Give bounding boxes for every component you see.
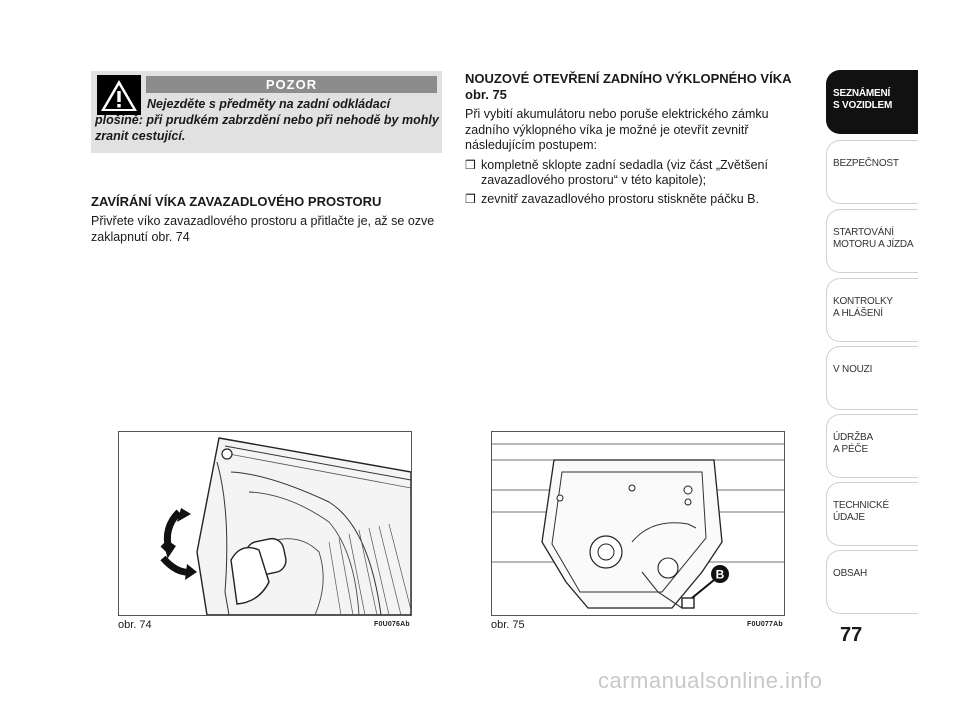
emergency-section — [465, 71, 795, 210]
emergency-heading — [465, 71, 795, 103]
warning-box — [91, 71, 442, 153]
list-item-text: zevnitř zavazadlového prostoru stiskněte páčku B. — [481, 191, 759, 206]
sidebar-tab-v-nouzi[interactable] — [826, 346, 918, 410]
closing-section — [91, 194, 443, 245]
sidebar-tab-label: V NOUZI — [833, 364, 873, 375]
figure-74-caption: obr. 74 — [118, 619, 152, 631]
emergency-heading-text: NOUZOVÉ OTEVŘENÍ ZADNÍHO VÝKLOPNÉHO VÍKA — [465, 71, 791, 86]
list-item — [465, 192, 795, 208]
emergency-heading-ref: obr. 75 — [465, 87, 507, 102]
figure-75-caption: obr. 75 — [491, 619, 525, 631]
sidebar-tab-label: SEZNÁMENÍ S VOZIDLEM — [833, 88, 893, 111]
closing-heading: ZAVÍRÁNÍ VÍKA ZAVAZADLOVÉHO PROSTORU — [91, 194, 382, 209]
tailgate-closing-drawing — [119, 432, 411, 615]
closing-text: Přivřete víko zavazadlového prostoru a přitlačte je, až se ozve zaklapnutí obr. 74 — [91, 214, 435, 244]
watermark: carmanualsonline.info — [598, 668, 823, 693]
emergency-steps — [465, 158, 795, 208]
list-item — [465, 158, 795, 189]
sidebar-tab-label: BEZPEČNOST — [833, 158, 899, 169]
page-number: 77 — [840, 624, 863, 646]
list-item-text: kompletně sklopte zadní sedadla (viz část „Zvětšení zavazadlového prostoru“ v této kapitole); — [481, 157, 768, 187]
sidebar-tab-obsah[interactable] — [826, 550, 918, 614]
emergency-text: Při vybití akumulátoru nebo poruše elektrického zámku zadního výklopného víka je možné je otevřít zevnitř následujícím postupem: — [465, 107, 769, 152]
figure-74-illustration — [118, 431, 412, 616]
sidebar-tab-kontrolky[interactable] — [826, 278, 918, 342]
callout-b-label: B — [715, 567, 725, 582]
figure-75-illustration — [491, 431, 785, 616]
figure-74-code: F0U076Ab — [374, 621, 410, 628]
lock-lever-drawing — [492, 432, 784, 615]
figure-75-code: F0U077Ab — [747, 621, 783, 628]
checkbox-bullet-icon: ❒ — [465, 191, 476, 206]
sidebar-tab-seznameni[interactable] — [826, 70, 918, 134]
sidebar-tab-label: STARTOVÁNÍ MOTORU A JÍZDA — [833, 227, 914, 250]
sidebar-tab-label: ÚDRŽBA A PÉČE — [833, 432, 873, 455]
sidebar-tab-bezpecnost[interactable] — [826, 140, 918, 204]
sidebar-tab-label: TECHNICKÉ ÚDAJE — [833, 500, 889, 523]
sidebar-tab-udrzba[interactable] — [826, 414, 918, 478]
warning-title: POZOR — [146, 76, 437, 93]
sidebar-tab-label: KONTROLKY A HLÁŠENÍ — [833, 296, 893, 319]
sidebar-tab-startovani[interactable] — [826, 209, 918, 273]
checkbox-bullet-icon: ❒ — [465, 157, 476, 172]
sidebar-tab-technicke[interactable] — [826, 482, 918, 546]
sidebar-tab-label: OBSAH — [833, 568, 868, 579]
warning-text: Nejezděte s předměty na zadní odkládací plošině: při prudkém zabrzdění nebo při nehodě by mohly zranit cestující. — [95, 97, 439, 143]
